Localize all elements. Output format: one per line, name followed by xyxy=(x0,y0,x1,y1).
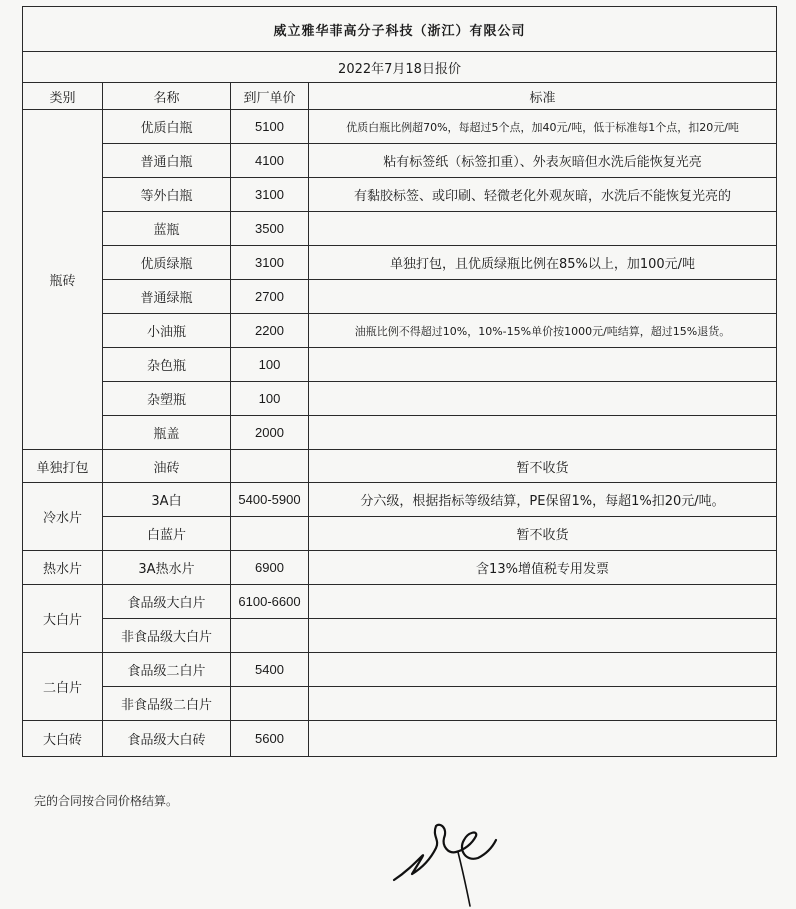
item-price: 2700 xyxy=(231,280,309,314)
price-table xyxy=(22,6,777,757)
item-standard: 分六级，根据指标等级结算，PE保留1%，每超1%扣20元/吨。 xyxy=(309,483,777,517)
item-standard xyxy=(309,619,777,653)
item-standard xyxy=(309,280,777,314)
item-name: 普通白瓶 xyxy=(103,144,231,178)
item-standard: 优质白瓶比例超70%，每超过5个点，加40元/吨，低于标准每1个点，扣20元/吨 xyxy=(309,110,777,144)
table-row xyxy=(23,483,777,517)
category-cell: 大白砖 xyxy=(23,721,103,757)
table-row xyxy=(23,314,777,348)
col-header-category: 类别 xyxy=(23,83,103,110)
item-price: 3100 xyxy=(231,178,309,212)
item-standard: 油瓶比例不得超过10%，10%-15%单价按1000元/吨结算，超过15%退货。 xyxy=(309,314,777,348)
item-standard xyxy=(309,382,777,416)
item-price: 6100-6600 xyxy=(231,585,309,619)
table-row xyxy=(23,585,777,619)
category-cell: 二白片 xyxy=(23,653,103,721)
table-row xyxy=(23,178,777,212)
table-row xyxy=(23,280,777,314)
category-cell: 热水片 xyxy=(23,551,103,585)
item-price xyxy=(231,687,309,721)
item-name: 食品级大白片 xyxy=(103,585,231,619)
item-name: 小油瓶 xyxy=(103,314,231,348)
item-name: 油砖 xyxy=(103,450,231,483)
item-name: 优质白瓶 xyxy=(103,110,231,144)
item-standard: 暂不收货 xyxy=(309,517,777,551)
category-cell: 冷水片 xyxy=(23,483,103,551)
item-standard: 含13%增值税专用发票 xyxy=(309,551,777,585)
date-row xyxy=(23,52,777,83)
item-name: 等外白瓶 xyxy=(103,178,231,212)
table-row xyxy=(23,416,777,450)
item-name: 普通绿瓶 xyxy=(103,280,231,314)
item-price: 4100 xyxy=(231,144,309,178)
item-name: 瓶盖 xyxy=(103,416,231,450)
item-name: 杂色瓶 xyxy=(103,348,231,382)
table-row xyxy=(23,246,777,280)
col-header-standard: 标准 xyxy=(309,83,777,110)
item-price: 5100 xyxy=(231,110,309,144)
item-standard xyxy=(309,721,777,757)
table-row xyxy=(23,687,777,721)
item-price: 5400 xyxy=(231,653,309,687)
item-price: 5400-5900 xyxy=(231,483,309,517)
item-price: 100 xyxy=(231,348,309,382)
item-standard xyxy=(309,348,777,382)
item-price: 2200 xyxy=(231,314,309,348)
item-standard xyxy=(309,687,777,721)
table-row xyxy=(23,721,777,757)
item-name: 蓝瓶 xyxy=(103,212,231,246)
item-price: 100 xyxy=(231,382,309,416)
item-standard xyxy=(309,416,777,450)
item-name: 3A热水片 xyxy=(103,551,231,585)
item-standard: 单独打包，且优质绿瓶比例在85%以上，加100元/吨 xyxy=(309,246,777,280)
header-row xyxy=(23,83,777,110)
category-cell: 单独打包 xyxy=(23,450,103,483)
item-name: 3A白 xyxy=(103,483,231,517)
item-price: 3500 xyxy=(231,212,309,246)
item-price: 2000 xyxy=(231,416,309,450)
item-standard: 粘有标签纸（标签扣重）、外表灰暗但水洗后能恢复光亮 xyxy=(309,144,777,178)
item-name: 非食品级大白片 xyxy=(103,619,231,653)
quote-date: 2022年7月18日报价 xyxy=(23,52,777,83)
col-header-price: 到厂单价 xyxy=(231,83,309,110)
item-name: 杂塑瓶 xyxy=(103,382,231,416)
item-name: 食品级二白片 xyxy=(103,653,231,687)
item-standard xyxy=(309,653,777,687)
item-name: 白蓝片 xyxy=(103,517,231,551)
table-row xyxy=(23,144,777,178)
item-price xyxy=(231,619,309,653)
category-cell: 大白片 xyxy=(23,585,103,653)
table-row xyxy=(23,212,777,246)
title-row xyxy=(23,7,777,52)
item-standard: 暂不收货 xyxy=(309,450,777,483)
table-row xyxy=(23,382,777,416)
item-price: 3100 xyxy=(231,246,309,280)
item-standard: 有黏胶标签、或印刷、轻微老化外观灰暗，水洗后不能恢复光亮的 xyxy=(309,178,777,212)
item-price xyxy=(231,517,309,551)
item-standard xyxy=(309,212,777,246)
item-price: 6900 xyxy=(231,551,309,585)
item-price xyxy=(231,450,309,483)
table-row xyxy=(23,110,777,144)
table-row xyxy=(23,517,777,551)
item-name: 非食品级二白片 xyxy=(103,687,231,721)
footnote: 完的合同按合同价格结算。 xyxy=(34,794,179,808)
item-name: 食品级大白砖 xyxy=(103,721,231,757)
handwritten-signature xyxy=(392,818,502,908)
table-row xyxy=(23,551,777,585)
category-cell: 瓶砖 xyxy=(23,110,103,450)
item-standard xyxy=(309,585,777,619)
table-row xyxy=(23,450,777,483)
table-row xyxy=(23,653,777,687)
col-header-name: 名称 xyxy=(103,83,231,110)
table-row xyxy=(23,348,777,382)
company-name: 威立雅华菲高分子科技（浙江）有限公司 xyxy=(23,7,777,52)
table-row xyxy=(23,619,777,653)
item-price: 5600 xyxy=(231,721,309,757)
item-name: 优质绿瓶 xyxy=(103,246,231,280)
